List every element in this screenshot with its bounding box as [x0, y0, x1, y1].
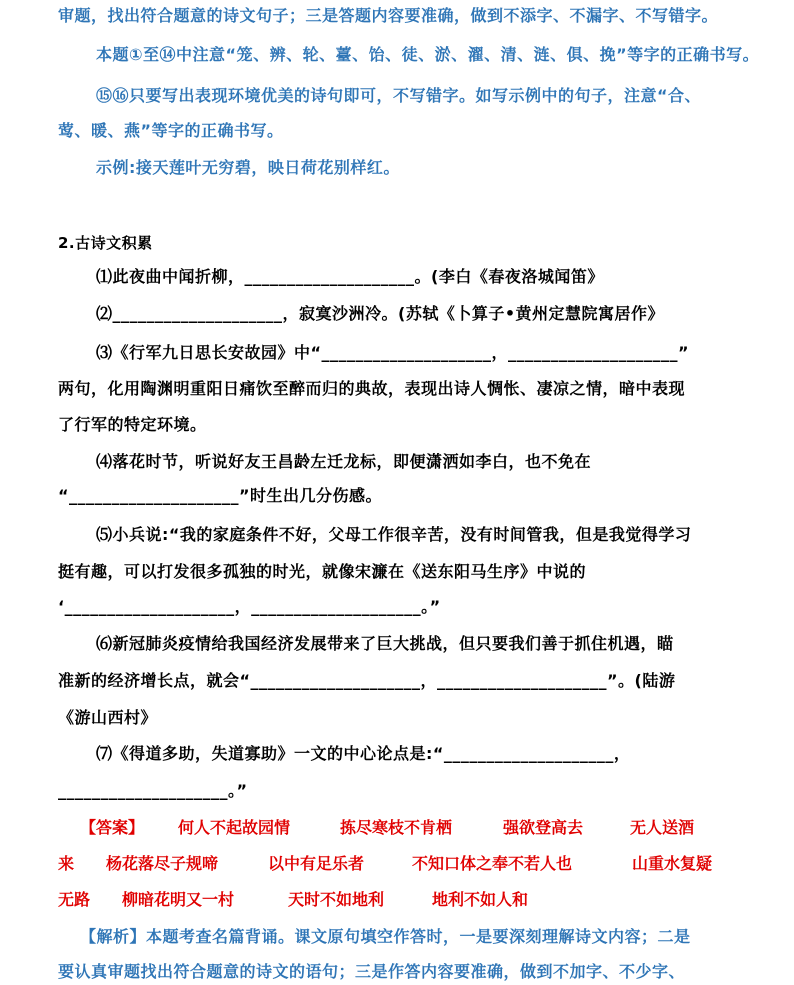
question-5-line-3: ‘____________________，____________________。” — [58, 597, 441, 616]
answer-item-6: 以中有足乐者 — [268, 854, 365, 873]
answer-item-10: 天时不如地利 — [288, 890, 385, 909]
answer-item-11: 地利不如人和 — [432, 890, 529, 909]
question-1: ⑴此夜曲中闻折柳，____________________。(李白《春夜洛城闻笛》 — [96, 267, 604, 286]
question-3-line-3: 了行军的特定环境。 — [58, 415, 207, 434]
answer-item-9: 柳暗花明又一村 — [122, 890, 235, 909]
analysis-line-1: 【解析】本题考查名篇背诵。课文原句填空作答时，一是要深刻理解诗文内容；二是 — [80, 927, 691, 946]
question-5-line-1: ⑸小兵说:“我的家庭条件不好，父母工作很辛苦，没有时间管我，但是我觉得学习 — [96, 525, 692, 544]
explain-prev-line-1: 审题，找出符合题意的诗文句子；三是答题内容要准确，做到不添字、不漏字、不写错字。 — [58, 6, 719, 25]
question-2: ⑵____________________，寂寞沙洲冷。(苏轼《卜算子•黄州定慧院寓居作》 — [96, 304, 665, 323]
explain-prev-example: 示例:接天莲叶无穷碧，映日荷花别样红。 — [96, 158, 400, 177]
answer-item-1: 何人不起故园情 — [178, 818, 291, 837]
question-6-line-2: 准新的经济增长点，就会“____________________，____________________”。(陆游 — [58, 671, 676, 690]
answer-label: 【答案】 — [80, 818, 145, 837]
analysis-line-2: 要认真审题找出符合题意的诗文的语句；三是作答内容要准确，做到不加字、不少字、 — [58, 962, 686, 981]
explain-prev-line-3: ⑮⑯只要写出表现环境优美的诗句即可，不写错字。如写示例中的句子，注意“合、 — [96, 86, 702, 105]
question-3-line-2: 两句，化用陶渊明重阳日痛饮至醉而归的典故，表现出诗人惆怅、凄凉之情，暗中表现 — [58, 379, 686, 398]
answer-item-8a: 山重水复疑 — [632, 854, 713, 873]
question-4-line-1: ⑷落花时节，听说好友王昌龄左迁龙标，即便潇洒如李白，也不免在 — [96, 452, 592, 471]
question-7-line-1: ⑺《得道多助，失道寡助》一文的中心论点是:“____________________， — [96, 744, 631, 763]
answer-item-7: 不知口体之奉不若人也 — [412, 854, 573, 873]
question-7-line-2: ____________________。” — [58, 781, 248, 800]
question-5-line-2: 挺有趣，可以打发很多孤独的时光，就像宋濂在《送东阳马生序》中说的 — [58, 562, 587, 581]
answer-item-2: 拣尽寒枝不肯栖 — [340, 818, 453, 837]
answer-item-3: 强欲登高去 — [503, 818, 584, 837]
explain-prev-line-4: 莺、暖、燕”等字的正确书写。 — [58, 121, 284, 140]
answer-item-5: 杨花落尽子规啼 — [106, 854, 219, 873]
question-3-line-1: ⑶《行军九日思长安故园》中“____________________，____________________” — [96, 343, 690, 362]
answer-item-4b: 来 — [58, 854, 75, 873]
answer-item-4a: 无人送酒 — [630, 818, 695, 837]
question-4-line-2: “____________________”时生出几分伤感。 — [58, 486, 383, 505]
section-title: 2.古诗文积累 — [58, 234, 153, 252]
answer-item-8b: 无路 — [58, 890, 91, 909]
question-6-line-1: ⑹新冠肺炎疫情给我国经济发展带来了巨大挑战，但只要我们善于抓住机遇，瞄 — [96, 634, 674, 653]
explain-prev-line-2: 本题①至⑭中注意“笼、辨、轮、薹、饴、徒、淤、濯、清、涟、俱、挽”等字的正确书写。 — [96, 45, 760, 64]
question-6-line-3: 《游山西村》 — [58, 708, 158, 727]
